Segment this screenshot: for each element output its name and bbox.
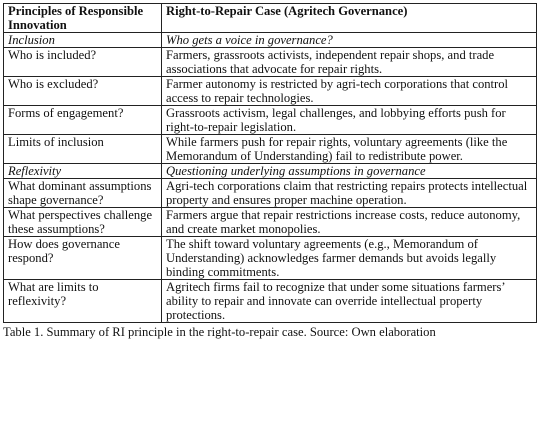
- table-row: [4, 48, 537, 77]
- principle-cell: Limits of inclusion: [4, 135, 162, 164]
- section-row-inclusion: [4, 33, 537, 48]
- case-cell: Farmer autonomy is restricted by agri-tech corporations that control access to repair technologies.: [162, 77, 537, 106]
- principle-cell: What dominant assumptions shape governance?: [4, 179, 162, 208]
- ri-summary-table: [3, 3, 537, 323]
- principle-cell: What perspectives challenge these assumptions?: [4, 208, 162, 237]
- section-title: Inclusion: [4, 33, 162, 48]
- principle-cell: Forms of engagement?: [4, 106, 162, 135]
- section-row-reflexivity: [4, 164, 537, 179]
- principle-cell: What are limits to reflexivity?: [4, 280, 162, 323]
- table-row: [4, 77, 537, 106]
- principle-cell: Who is included?: [4, 48, 162, 77]
- table-row: [4, 280, 537, 323]
- table-caption: Table 1. Summary of RI principle in the right-to-repair case. Source: Own elaboration: [3, 325, 436, 339]
- case-cell: While farmers push for repair rights, voluntary agreements (like the Memorandum of Understanding) fail to redistribute power.: [162, 135, 537, 164]
- table-row: [4, 179, 537, 208]
- case-cell: The shift toward voluntary agreements (e.g., Memorandum of Understanding) acknowledges farmer demands but avoids legally binding commitments.: [162, 237, 537, 280]
- case-cell: Farmers, grassroots activists, independent repair shops, and trade associations that advocate for repair rights.: [162, 48, 537, 77]
- table-row: [4, 208, 537, 237]
- ri-table-figure: [3, 3, 536, 339]
- header-case: Right-to-Repair Case (Agritech Governance): [162, 4, 537, 33]
- table-row: [4, 135, 537, 164]
- table-row: [4, 237, 537, 280]
- section-title: Reflexivity: [4, 164, 162, 179]
- section-subtitle: Who gets a voice in governance?: [162, 33, 537, 48]
- table-header-row: [4, 4, 537, 33]
- case-cell: Farmers argue that repair restrictions increase costs, reduce autonomy, and create market monopolies.: [162, 208, 537, 237]
- principle-cell: How does governance respond?: [4, 237, 162, 280]
- case-cell: Agritech firms fail to recognize that under some situations farmers’ ability to repair and innovate can override intellectual property protections.: [162, 280, 537, 323]
- case-cell: Agri-tech corporations claim that restricting repairs protects intellectual property and ensures proper machine operation.: [162, 179, 537, 208]
- principle-cell: Who is excluded?: [4, 77, 162, 106]
- header-principles: Principles of Responsible Innovation: [4, 4, 162, 33]
- case-cell: Grassroots activism, legal challenges, and lobbying efforts push for right-to-repair legislation.: [162, 106, 537, 135]
- section-subtitle: Questioning underlying assumptions in governance: [162, 164, 537, 179]
- table-row: [4, 106, 537, 135]
